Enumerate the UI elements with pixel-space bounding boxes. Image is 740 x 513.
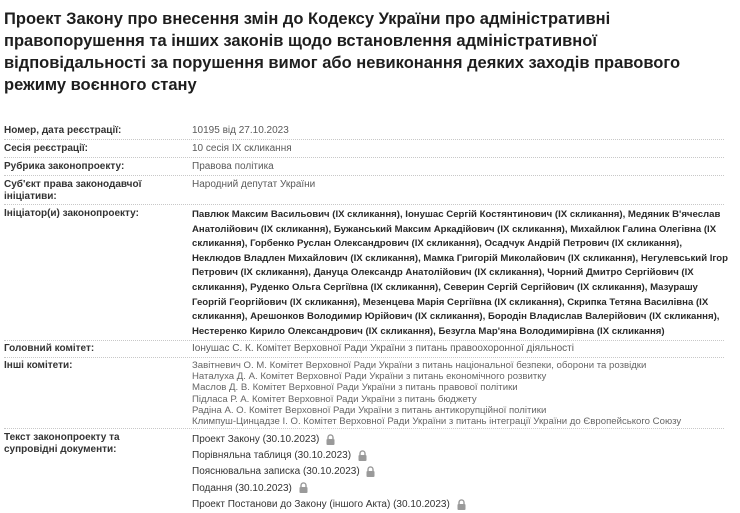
registration-label: Номер, дата реєстрації: [4,125,122,136]
rubric-label: Рубрика законопроекту: [4,161,125,172]
main-committee-label: Головний комітет: [4,343,95,354]
initiators-line: Георгій Георгійович (IX скликання), Мезенцева Марія Сергіївна (IX скликання), Скрипка Тетяна Василівна (IX [192,296,709,308]
document-link[interactable] [192,481,466,497]
registration-value: 10195 від 27.10.2023 [192,125,289,136]
divider [4,139,724,140]
document-link-label: Проект Постанови до Закону (іншого Акта) (30.10.2023) [192,498,450,510]
session-label: Сесія реєстрації: [4,143,88,154]
document-link-label: Порівняльна таблиця (30.10.2023) [192,450,352,462]
lock-icon [299,482,308,493]
committee-item: Підласа Р. А. Комітет Верховної Ради України з питань бюджету [192,393,477,405]
initiators-line: Павлюк Максим Васильович (IX скликання), Іонушас Сергій Костянтинович (IX скликання), Медяник В'ячеслав [192,209,721,220]
initiators-line: Петрович (IX скликання), Дануца Олександр Анатолійович (IX скликання), Чорний Дмитро Сергійович (IX [192,267,694,279]
other-committees-label: Інші комітети: [4,360,73,371]
divider [4,175,724,176]
lock-icon [326,434,335,445]
initiators-line: скликання), Горбенко Руслан Олександрович (IX скликання), Осадчук Андрій Петрович (IX скликання), [192,238,683,250]
document-link[interactable] [192,464,466,480]
document-link-label: Пояснювальна записка (30.10.2023) [192,466,360,478]
document-link[interactable] [192,432,466,448]
initiators-line: скликання), Руденко Ольга Сергіївна (IX скликання), Северин Сергій Сергійович (IX скликання), Мазурашу [192,281,698,293]
divider [4,357,724,358]
session-value: 10 сесія IX скликання [192,143,292,154]
initiators-line: Анатолійович (IX скликання), Бужанський Максим Аркадійович (IX скликання), Михайлюк Галина Олегівна (IX [192,223,717,235]
divider [4,428,724,429]
bill-title: Проект Закону про внесення змін до Кодексу України про адміністративні правопорушення та інших законів щодо встановлення адміністративної відповідальності за порушення вимог або невиконання деяких заходів правового режиму воєнного стану [4,10,681,94]
initiators-line: Неклюдов Владлен Михайлович (IX скликання), Мамка Григорій Миколайович (IX скликання), Негулевський Ігор [192,252,729,264]
documents-label: Текст законопроекту та супровідні документи: [4,432,120,455]
other-committees-list [192,360,681,427]
document-link[interactable] [192,448,466,464]
initiators-label: Ініціатор(и) законопроекту: [4,208,139,219]
lock-icon [457,499,466,510]
divider [4,204,724,205]
initiators-line: скликання), Арешонков Володимир Юрійович (IX скликання), Бородін Владислав Валерійович (IX скликання), [192,311,720,323]
subject-value: Народний депутат України [192,179,316,190]
documents-list [192,432,466,513]
rubric-value: Правова політика [192,161,274,172]
subject-label: Суб'єкт права законодавчої ініціативи: [4,179,142,202]
initiators-line: Нестеренко Кирило Олександрович (IX скликання), Безугла Мар'яна Володимирівна (IX скликання) [192,325,665,337]
committee-item: Завітневич О. М. Комітет Верховної Ради України з питань національної безпеки, оборони та розвідки [192,360,647,371]
committee-item: Маслов Д. В. Комітет Верховної Ради України з питань правової політики [192,382,518,394]
document-link[interactable] [192,497,466,513]
lock-icon [366,466,375,477]
initiators-list [192,208,729,339]
divider [4,157,724,158]
committee-item: Климпуш-Цинцадзе І. О. Комітет Верховної Ради України з питань інтеграції України до Європейського Союзу [192,416,682,428]
main-committee-value: Іонушас С. К. Комітет Верховної Ради України з питань правоохоронної діяльності [192,343,574,354]
lock-icon [358,450,367,461]
document-link-label: Подання (30.10.2023) [192,482,292,494]
document-link-label: Проект Закону (30.10.2023) [192,434,320,445]
divider [4,340,724,341]
committee-item: Наталуха Д. А. Комітет Верховної Ради України з питань економічного розвитку [192,371,547,383]
committee-item: Радіна А. О. Комітет Верховної Ради України з питань антикорупційної політики [192,404,547,416]
